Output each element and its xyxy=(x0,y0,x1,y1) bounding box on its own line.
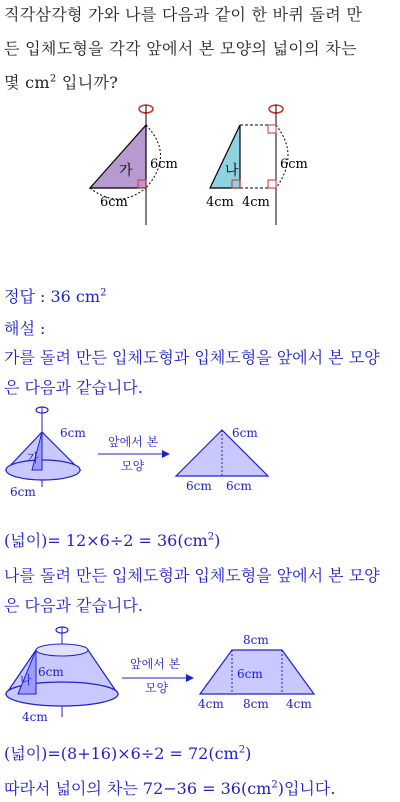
dim-height: 6cm xyxy=(38,665,64,679)
label-na: 나 xyxy=(20,673,32,687)
final-text: 따라서 넓이의 차는 72−36 = 36(cm xyxy=(4,779,272,798)
label-ga: 가 xyxy=(27,451,39,465)
triangle-ga xyxy=(90,125,146,188)
solution-ga-line-2: 은 다음과 같습니다. xyxy=(4,378,143,397)
dim-height: 6cm xyxy=(60,426,86,440)
dim-ga-height: 6cm xyxy=(150,157,178,172)
na-formula-text: (넓이)=(8+16)×6÷2 = 72(cm xyxy=(4,744,239,763)
solution-heading: 해설 : xyxy=(4,319,46,338)
answer-text: 정답 : 36 cm xyxy=(4,287,101,306)
dim-na-height: 6cm xyxy=(280,157,308,172)
dim-base-left: 4cm xyxy=(198,697,224,711)
question-line-3 xyxy=(4,70,118,93)
dim-ga-base: 6cm xyxy=(100,195,128,210)
label-na: 나 xyxy=(225,163,239,179)
dim-top: 8cm xyxy=(243,633,269,647)
dim-na-base-right: 4cm xyxy=(242,195,270,210)
question-unit: 몇 cm xyxy=(4,73,50,92)
solution-na-line-2: 은 다음과 같습니다. xyxy=(4,596,143,615)
solution-final xyxy=(4,776,335,799)
dim-base-left: 6cm xyxy=(186,479,212,493)
solution-na-formula xyxy=(4,741,251,764)
figure-ga-rotation xyxy=(90,105,178,225)
figure-na-rotation xyxy=(206,105,308,225)
figure-ga-solution xyxy=(0,402,400,502)
na-formula-sup: 2 xyxy=(238,744,246,756)
figure-na-solution xyxy=(0,622,400,727)
question-line-1: 직각삼각형 가와 나를 다음과 같이 한 바퀴 돌려 만 xyxy=(4,5,363,24)
dim-height: 6cm xyxy=(237,667,263,681)
arrow-icon xyxy=(186,674,194,682)
arrow-label-2: 모양 xyxy=(121,459,145,473)
final-sup: 2 xyxy=(271,779,278,791)
dim-base: 4cm xyxy=(22,710,48,724)
arrow-icon xyxy=(162,450,170,458)
dim-base: 6cm xyxy=(10,485,36,499)
solution-na-line-1: 나를 돌려 만든 입체도형과 입체도형을 앞에서 본 모양 xyxy=(4,566,380,585)
ga-formula-sup: 2 xyxy=(207,531,215,543)
final-close: )입니다. xyxy=(277,779,336,798)
ga-formula-close: ) xyxy=(214,531,221,550)
arrow-label-2: 모양 xyxy=(145,681,169,695)
dim-base-right: 6cm xyxy=(226,479,252,493)
na-formula-close: ) xyxy=(245,744,252,763)
dim-base-middle: 8cm xyxy=(243,697,269,711)
question-sup: 2 xyxy=(49,73,57,85)
dim-na-base-left: 4cm xyxy=(206,195,234,210)
solution-ga-formula xyxy=(4,528,220,551)
dim-height: 6cm xyxy=(232,426,258,440)
solution-ga-line-1: 가를 돌려 만든 입체도형과 입체도형을 앞에서 본 모양 xyxy=(4,348,380,367)
ga-formula-text: (넓이)= 12×6÷2 = 36(cm xyxy=(4,531,208,550)
arrow-label-1: 앞에서 본 xyxy=(130,657,181,671)
label-ga: 가 xyxy=(119,163,133,179)
answer-line xyxy=(4,284,106,307)
question-line-2: 든 입체도형을 각각 앞에서 본 모양의 넓이의 차는 xyxy=(4,39,357,58)
dim-base-right: 4cm xyxy=(286,697,312,711)
question-end: 입니까? xyxy=(56,73,119,92)
figure-top xyxy=(0,95,400,245)
answer-sup: 2 xyxy=(100,287,107,299)
arrow-label-1: 앞에서 본 xyxy=(108,435,159,449)
